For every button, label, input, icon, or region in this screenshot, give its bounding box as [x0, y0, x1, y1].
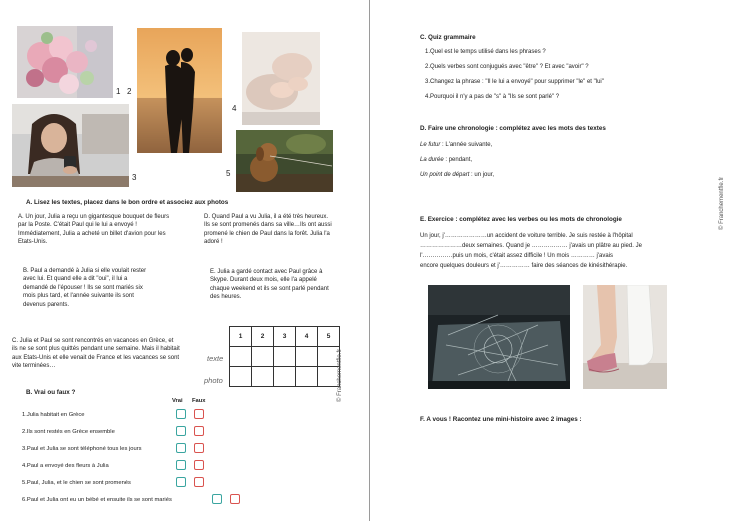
grid-header: 4 — [296, 327, 318, 347]
vrai-header: Vrai — [172, 398, 183, 404]
faux-checkbox-5[interactable] — [194, 477, 204, 487]
grid-cell[interactable] — [274, 347, 296, 367]
vrai-checkbox-3[interactable] — [176, 443, 186, 453]
photo-number-4: 4 — [232, 104, 237, 113]
grid-cell[interactable] — [230, 347, 252, 367]
faux-checkbox-2[interactable] — [194, 426, 204, 436]
section-e-title: E. Exercice : complétez avec les verbes ou les mots de chronologie — [420, 216, 622, 223]
grid-header-row — [230, 327, 340, 347]
grid-cell[interactable] — [296, 367, 318, 387]
vrai-checkbox-2[interactable] — [176, 426, 186, 436]
photo-foot-cast — [583, 285, 667, 389]
exercise-line-2: …………………deux semaines. Quand je ……………… j'avais un plâtre au pied. Je — [420, 243, 642, 249]
photo-number-1: 1 — [116, 87, 121, 96]
grid-row-texte — [230, 347, 340, 367]
left-page — [0, 0, 369, 521]
story-text-b: B. Paul a demandé à Julia si elle voulait rester avec lui. Et quand elle a dit "oui", il lui a demandé de l'épouser ! Ils se sont mariés six mois plus tard, et l'année suivante ils sont devenus parents. — [23, 268, 147, 308]
photo-flowers — [17, 26, 113, 98]
watermark-right: © Franchementfle.fr — [719, 176, 725, 230]
section-d-title: D. Faire une chronologie : complétez avec les mots des textes — [420, 125, 606, 132]
answer-grid — [229, 326, 340, 387]
exercise-line-1: Un jour, j'…………………un accident de voiture terrible. Je suis restée à l'hôpital — [420, 233, 633, 239]
story-text-d: D. Quand Paul a vu Julia, il a été très heureux. Ils se sont promenés dans sa ville…Ils ont aussi promené le chien de Paul dans la forêt. Julia l'a adoré ! — [204, 214, 332, 246]
chrono-value: : pendant, — [443, 157, 473, 163]
exercise-line-3: l'……………puis un mois, c'était assez difficile ! Un mois ………… j'avais — [420, 253, 614, 259]
photo-dog — [236, 130, 333, 192]
grid-label-photo: photo — [204, 376, 223, 385]
photo-couple-sunset — [137, 28, 222, 153]
story-text-c: C. Julia et Paul se sont rencontrés en vacances en Grèce, et ils ne se sont plus quittés pendant une semaine. Mais il habitait aux Etats-Unis et elle venait de France et les vacances se sont vite terminées… — [12, 338, 180, 370]
grid-cell[interactable] — [252, 347, 274, 367]
vf-item-4: 4.Paul a envoyé des fleurs à Julia — [22, 463, 109, 469]
grid-cell[interactable] — [230, 367, 252, 387]
grid-cell[interactable] — [274, 367, 296, 387]
vrai-checkbox-5[interactable] — [176, 477, 186, 487]
section-c-title: C. Quiz grammaire — [420, 34, 476, 41]
grid-row-photo — [230, 367, 340, 387]
photo-number-3: 3 — [132, 173, 137, 182]
section-f-title: F. A vous ! Racontez une mini-histoire avec 2 images : — [420, 416, 582, 423]
quiz-item-3: 3.Changez la phrase : "Il le lui a envoyé" pour supprimer "le" et "lui" — [425, 79, 604, 85]
story-text-e: E. Julia a gardé contact avec Paul grâce à Skype. Durant deux mois, elle l'a appelé chaque weekend et ils se sont parlé pendant des heures. — [210, 269, 329, 301]
grid-header: 5 — [318, 327, 340, 347]
photo-baby-feet — [242, 32, 320, 125]
quiz-item-2: 2.Quels verbes sont conjugués avec "être" ? Et avec "avoir" ? — [425, 64, 589, 70]
section-a-title: A. Lisez les textes, placez dans le bon ordre et associez aux photos — [26, 199, 229, 206]
vrai-checkbox-1[interactable] — [176, 409, 186, 419]
quiz-item-4: 4.Pourquoi il n'y a pas de "s" à "Ils se sont parlé" ? — [425, 94, 560, 100]
quiz-item-1: 1.Quel est le temps utilisé dans les phrases ? — [425, 49, 546, 55]
chrono-value: : L'année suivante, — [440, 142, 493, 148]
faux-checkbox-3[interactable] — [194, 443, 204, 453]
grid-header: 2 — [252, 327, 274, 347]
photo-number-2: 2 — [127, 87, 132, 96]
chrono-label: Le futur — [420, 142, 441, 148]
chrono-label: La durée — [420, 157, 444, 163]
vf-item-3: 3.Paul et Julia se sont téléphoné tous les jours — [22, 446, 142, 452]
chrono-label: Un point de départ — [420, 172, 470, 178]
vf-item-1: 1.Julia habitait en Grèce — [22, 412, 85, 418]
grid-cell[interactable] — [252, 367, 274, 387]
chrono-line-futur — [420, 141, 492, 149]
photo-number-5: 5 — [226, 169, 231, 178]
vf-item-5: 5.Paul, Julia, et le chien se sont promenés — [22, 480, 131, 486]
photo-woman-phone — [12, 104, 129, 187]
faux-checkbox-4[interactable] — [194, 460, 204, 470]
right-page — [370, 0, 741, 521]
faux-header: Faux — [192, 398, 206, 404]
vf-item-6: 6.Paul et Julia ont eu un bébé et ensuite ils se sont mariés — [22, 497, 172, 503]
grid-header: 1 — [230, 327, 252, 347]
grid-header: 3 — [274, 327, 296, 347]
photo-car-accident — [428, 285, 570, 389]
exercise-line-4: encore quelques douleurs et j'…………… faire des séances de kinésithérapie. — [420, 263, 628, 269]
chrono-line-depart — [420, 171, 494, 179]
section-b-title: B. Vrai ou faux ? — [26, 389, 76, 396]
faux-checkbox-6[interactable] — [230, 494, 240, 504]
chrono-value: : un jour, — [469, 172, 495, 178]
faux-checkbox-1[interactable] — [194, 409, 204, 419]
grid-cell[interactable] — [296, 347, 318, 367]
chrono-line-duree — [420, 156, 472, 164]
story-text-a: A. Un jour, Julia a reçu un gigantesque bouquet de fleurs par la Poste. C'était Paul qui le lui a envoyé ! Immédiatement, Julia a acheté un billet d'avion pour les Etats-Unis. — [18, 214, 170, 246]
vrai-checkbox-4[interactable] — [176, 460, 186, 470]
vf-item-2: 2.Ils sont restés en Grèce ensemble — [22, 429, 115, 435]
vrai-checkbox-6[interactable] — [212, 494, 222, 504]
grid-label-texte: texte — [207, 354, 224, 363]
watermark-left: © Franchementfle.fr — [337, 348, 343, 402]
